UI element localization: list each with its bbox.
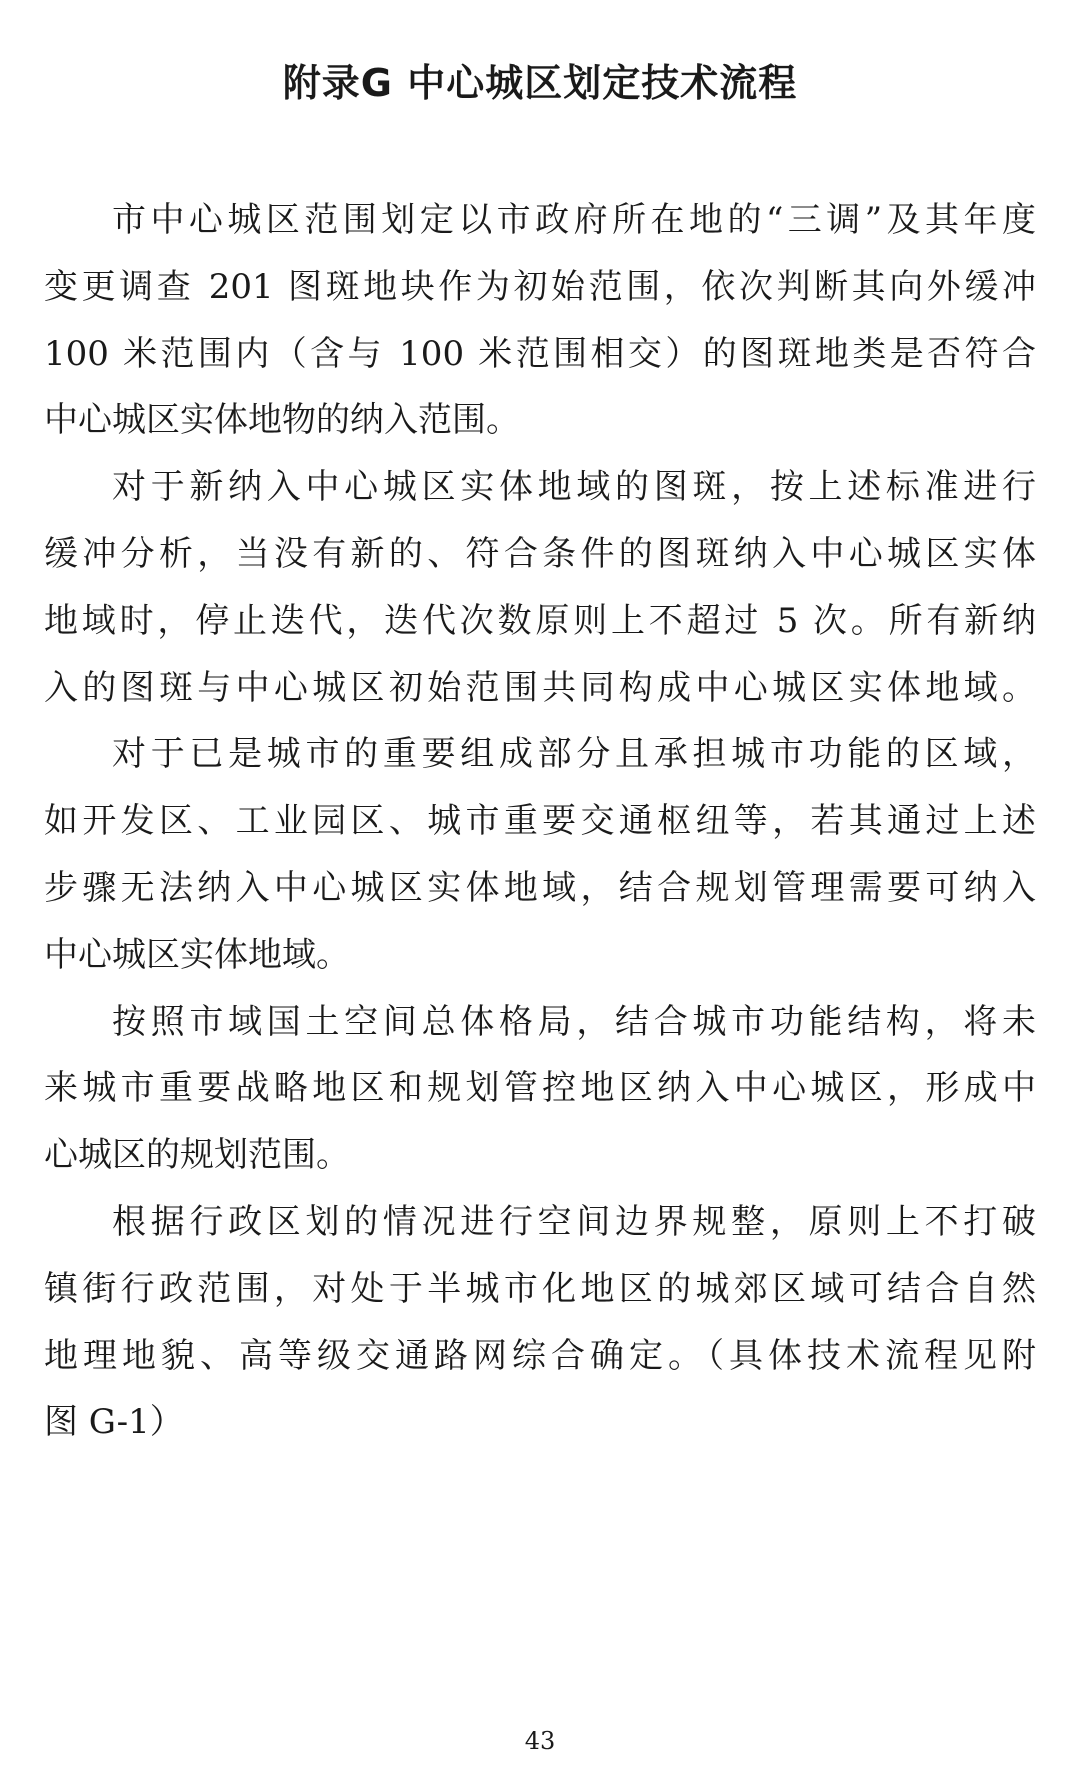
paragraph <box>44 721 1036 988</box>
text-line: 100 米范围内（含与 100 米范围相交）的图斑地类是否符合 <box>44 333 1036 374</box>
document-body <box>44 187 1036 1456</box>
text-line: 对于新纳入中心城区实体地域的图斑，按上述标准进行 <box>112 467 1036 508</box>
text-line: 入的图斑与中心城区初始范围共同构成中心城区实体地域。 <box>44 667 1036 708</box>
text-line: 中心城区实体地域。 <box>44 934 350 975</box>
page-number: 43 <box>524 1727 556 1755</box>
text-line: 地理地貌、高等级交通路网综合确定。（具体技术流程见附 <box>44 1335 1036 1376</box>
text-line: 根据行政区划的情况进行空间边界规整，原则上不打破 <box>112 1201 1036 1242</box>
text-line: 步骤无法纳入中心城区实体地域，结合规划管理需要可纳入 <box>44 867 1036 908</box>
text-line: 变更调查 201 图斑地块作为初始范围，依次判断其向外缓冲 <box>44 266 1036 307</box>
text-line: 对于已是城市的重要组成部分且承担城市功能的区域， <box>112 734 1036 775</box>
paragraph <box>44 187 1036 454</box>
page-title: 附录G 中心城区划定技术流程 <box>282 61 798 105</box>
text-line: 地域时，停止迭代，迭代次数原则上不超过 5 次。所有新纳 <box>44 600 1036 641</box>
text-line: 镇街行政范围，对处于半城市化地区的城郊区域可结合自然 <box>44 1268 1036 1309</box>
text-line: 中心城区实体地物的纳入范围。 <box>44 400 520 441</box>
text-line: 按照市域国土空间总体格局，结合城市功能结构，将未 <box>112 1001 1036 1042</box>
paragraph <box>44 454 1036 721</box>
text-line: 来城市重要战略地区和规划管控地区纳入中心城区，形成中 <box>44 1068 1036 1109</box>
paragraph <box>44 989 1036 1189</box>
text-line: 缓冲分析，当没有新的、符合条件的图斑纳入中心城区实体 <box>44 533 1036 574</box>
text-line: 如开发区、工业园区、城市重要交通枢纽等，若其通过上述 <box>44 801 1036 842</box>
paragraph <box>44 1189 1036 1456</box>
text-line: 图 G-1） <box>44 1402 184 1443</box>
text-line: 市中心城区范围划定以市政府所在地的“三调”及其年度 <box>112 200 1036 240</box>
text-line: 心城区的规划范围。 <box>44 1135 350 1176</box>
